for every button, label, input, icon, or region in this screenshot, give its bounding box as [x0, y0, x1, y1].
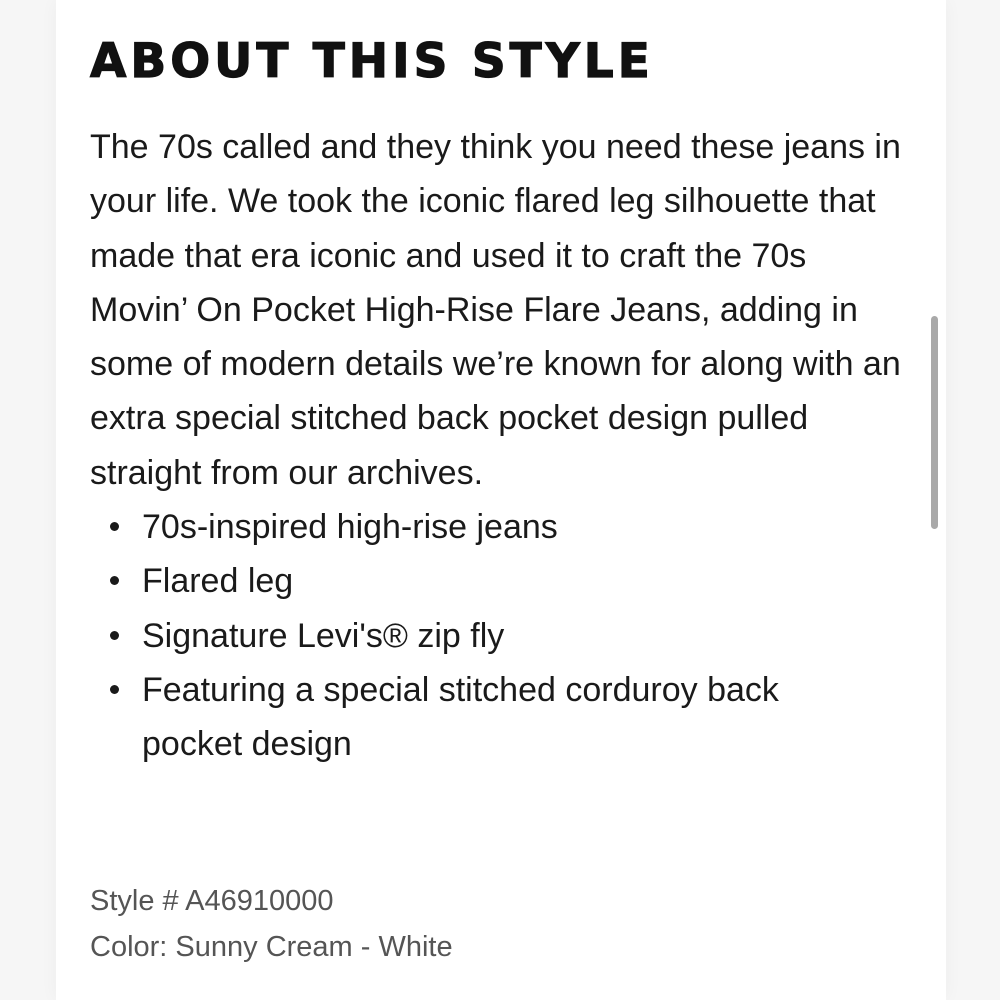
vertical-scrollbar[interactable] [931, 316, 938, 529]
style-number: Style # A46910000 [90, 885, 334, 917]
bullet-icon [110, 576, 119, 585]
bullet-icon [110, 522, 119, 531]
about-this-style-section [90, 34, 910, 772]
feature-list [90, 500, 910, 771]
product-meta [90, 878, 453, 970]
bullet-icon [110, 685, 119, 694]
feature-list-item [90, 609, 862, 663]
feature-text: Featuring a special stitched corduroy back pocket design [142, 670, 779, 764]
color-label: Color: Sunny Cream - White [90, 931, 453, 963]
feature-list-item [90, 554, 862, 608]
product-details-panel [56, 0, 946, 1000]
feature-list-item [90, 500, 862, 554]
feature-text: Flared leg [142, 562, 294, 601]
bullet-icon [110, 631, 119, 640]
feature-text: Signature Levi's® zip fly [142, 616, 505, 655]
product-description: The 70s called and they think you need these jeans in your life. We took the iconic flared leg silhouette that made that era iconic and used it to craft the 70s Movin’ On Pocket High-Rise Flare Jeans, adding in some of modern details we’re known for along with an extra special stitched back pocket design pulled straight from our archives. [90, 128, 901, 492]
feature-text: 70s-inspired high-rise jeans [142, 508, 558, 547]
feature-list-item [90, 663, 862, 772]
section-heading: ABOUT THIS STYLE [90, 34, 654, 89]
